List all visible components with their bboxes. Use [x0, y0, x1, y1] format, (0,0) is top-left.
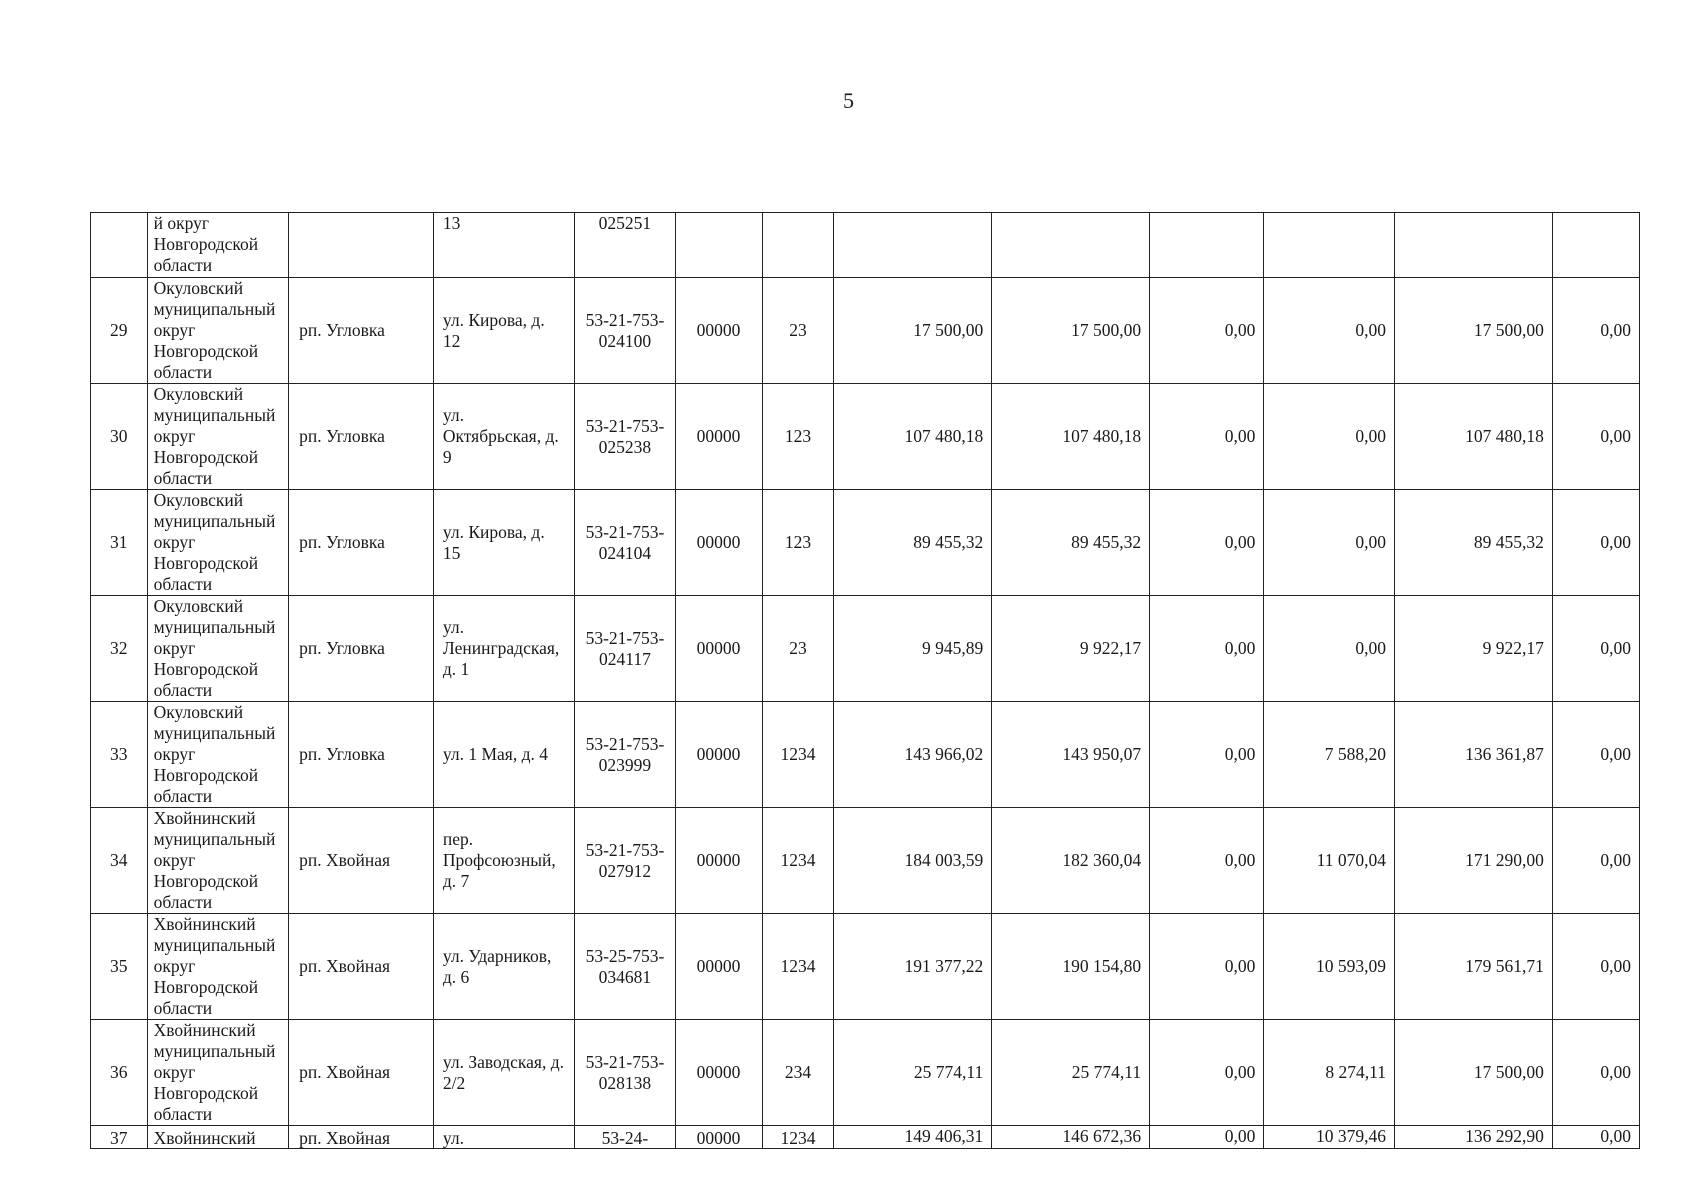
- code-cell: 53-21-753-023999: [575, 702, 675, 808]
- settlement-cell: [289, 213, 434, 278]
- code-cell: 53-21-753-028138: [575, 1020, 675, 1126]
- address-cell: ул. Кирова, д. 12: [433, 278, 575, 384]
- amount-cell: 17 500,00: [992, 278, 1150, 384]
- amount-cell: 149 406,31: [834, 1126, 992, 1149]
- zeros-code-cell: 00000: [675, 808, 762, 914]
- settlement-cell: рп. Угловка: [289, 384, 434, 490]
- amount-cell: 146 672,36: [992, 1126, 1150, 1149]
- amount-cell: 0,00: [1150, 808, 1264, 914]
- amount-cell: 0,00: [1150, 384, 1264, 490]
- amount-cell: 0,00: [1264, 278, 1395, 384]
- amount-cell: 0,00: [1150, 1020, 1264, 1126]
- zeros-code-cell: 00000: [675, 490, 762, 596]
- amount-cell: 107 480,18: [1395, 384, 1553, 490]
- code-cell: 53-21-753-024100: [575, 278, 675, 384]
- amount-cell: 0,00: [1150, 596, 1264, 702]
- amount-cell: 190 154,80: [992, 914, 1150, 1020]
- amount-cell: 10 593,09: [1264, 914, 1395, 1020]
- amount-cell: 0,00: [1552, 702, 1639, 808]
- municipality-cell: й округ Новгородской области: [147, 213, 289, 278]
- municipality-cell: Окуловский муниципальный округ Новгородской области: [147, 278, 289, 384]
- work-types-cell: 234: [762, 1020, 834, 1126]
- amount-cell: 191 377,22: [834, 914, 992, 1020]
- amount-cell: 17 500,00: [1395, 278, 1553, 384]
- amount-cell: 0,00: [1264, 384, 1395, 490]
- table-body: [91, 213, 1640, 1149]
- municipality-cell: Хвойнинский муниципальный округ Новгородской области: [147, 1020, 289, 1126]
- amount-cell: 8 274,11: [1264, 1020, 1395, 1126]
- work-types-cell: 1234: [762, 1126, 834, 1149]
- work-types-cell: 1234: [762, 808, 834, 914]
- amount-cell: 0,00: [1150, 914, 1264, 1020]
- amount-cell: 17 500,00: [834, 278, 992, 384]
- amount-cell: [1264, 213, 1395, 278]
- amount-cell: 143 950,07: [992, 702, 1150, 808]
- amount-cell: 179 561,71: [1395, 914, 1553, 1020]
- page-number: 5: [843, 88, 854, 113]
- amount-cell: 0,00: [1552, 490, 1639, 596]
- amount-cell: 9 922,17: [992, 596, 1150, 702]
- table-row: [91, 278, 1640, 384]
- address-cell: ул. Заводская, д. 2/2: [433, 1020, 575, 1126]
- row-number: [91, 213, 148, 278]
- amount-cell: 89 455,32: [1395, 490, 1553, 596]
- amount-cell: 136 361,87: [1395, 702, 1553, 808]
- settlement-cell: рп. Угловка: [289, 596, 434, 702]
- municipality-cell: Хвойнинский: [147, 1126, 289, 1149]
- zeros-code-cell: 00000: [675, 384, 762, 490]
- amount-cell: [1150, 213, 1264, 278]
- work-types-cell: 23: [762, 596, 834, 702]
- amount-cell: 182 360,04: [992, 808, 1150, 914]
- work-types-cell: [762, 213, 834, 278]
- amount-cell: 0,00: [1552, 808, 1639, 914]
- amount-cell: 10 379,46: [1264, 1126, 1395, 1149]
- table-row: [91, 384, 1640, 490]
- address-cell: ул. 1 Мая, д. 4: [433, 702, 575, 808]
- housing-registry-table: [90, 212, 1640, 1149]
- settlement-cell: рп. Хвойная: [289, 914, 434, 1020]
- settlement-cell: рп. Хвойная: [289, 1126, 434, 1149]
- address-cell: ул. Кирова, д. 15: [433, 490, 575, 596]
- row-number: 32: [91, 596, 148, 702]
- amount-cell: 0,00: [1150, 490, 1264, 596]
- table-row: [91, 490, 1640, 596]
- municipality-cell: Хвойнинский муниципальный округ Новгородской области: [147, 914, 289, 1020]
- amount-cell: 11 070,04: [1264, 808, 1395, 914]
- row-number: 29: [91, 278, 148, 384]
- address-cell: ул. Ударников, д. 6: [433, 914, 575, 1020]
- settlement-cell: рп. Хвойная: [289, 1020, 434, 1126]
- row-number: 35: [91, 914, 148, 1020]
- row-number: 34: [91, 808, 148, 914]
- work-types-cell: 1234: [762, 914, 834, 1020]
- settlement-cell: рп. Угловка: [289, 702, 434, 808]
- amount-cell: 0,00: [1552, 278, 1639, 384]
- code-cell: 025251: [575, 213, 675, 278]
- code-cell: 53-21-753-025238: [575, 384, 675, 490]
- row-number: 33: [91, 702, 148, 808]
- amount-cell: 0,00: [1264, 490, 1395, 596]
- row-number: 30: [91, 384, 148, 490]
- code-cell: 53-21-753-027912: [575, 808, 675, 914]
- amount-cell: 7 588,20: [1264, 702, 1395, 808]
- code-cell: 53-21-753-024117: [575, 596, 675, 702]
- work-types-cell: 23: [762, 278, 834, 384]
- amount-cell: 0,00: [1552, 596, 1639, 702]
- amount-cell: 0,00: [1150, 278, 1264, 384]
- zeros-code-cell: 00000: [675, 1126, 762, 1149]
- work-types-cell: 123: [762, 384, 834, 490]
- amount-cell: 0,00: [1264, 596, 1395, 702]
- address-cell: ул. Ленинградская, д. 1: [433, 596, 575, 702]
- municipality-cell: Окуловский муниципальный округ Новгородской области: [147, 702, 289, 808]
- amount-cell: 184 003,59: [834, 808, 992, 914]
- row-number: 36: [91, 1020, 148, 1126]
- amount-cell: 9 945,89: [834, 596, 992, 702]
- municipality-cell: Хвойнинский муниципальный округ Новгородской области: [147, 808, 289, 914]
- address-cell: пер. Профсоюзный, д. 7: [433, 808, 575, 914]
- address-cell: 13: [433, 213, 575, 278]
- amount-cell: 25 774,11: [834, 1020, 992, 1126]
- municipality-cell: Окуловский муниципальный округ Новгородской области: [147, 384, 289, 490]
- address-cell: ул. Октябрьская, д. 9: [433, 384, 575, 490]
- work-types-cell: 123: [762, 490, 834, 596]
- code-cell: 53-25-753-034681: [575, 914, 675, 1020]
- table-row: [91, 596, 1640, 702]
- amount-cell: [1552, 213, 1639, 278]
- amount-cell: 0,00: [1150, 1126, 1264, 1149]
- amount-cell: 143 966,02: [834, 702, 992, 808]
- code-cell: 53-24-: [575, 1126, 675, 1149]
- amount-cell: 25 774,11: [992, 1020, 1150, 1126]
- amount-cell: 0,00: [1150, 702, 1264, 808]
- settlement-cell: рп. Угловка: [289, 278, 434, 384]
- municipality-cell: Окуловский муниципальный округ Новгородской области: [147, 490, 289, 596]
- amount-cell: 0,00: [1552, 1126, 1639, 1149]
- amount-cell: 107 480,18: [834, 384, 992, 490]
- amount-cell: 171 290,00: [1395, 808, 1553, 914]
- table-row: [91, 914, 1640, 1020]
- amount-cell: 107 480,18: [992, 384, 1150, 490]
- table-row: [91, 1126, 1640, 1149]
- zeros-code-cell: 00000: [675, 278, 762, 384]
- amount-cell: 89 455,32: [834, 490, 992, 596]
- address-cell: ул.: [433, 1126, 575, 1149]
- table-row: [91, 1020, 1640, 1126]
- table-row: [91, 702, 1640, 808]
- amount-cell: 0,00: [1552, 384, 1639, 490]
- amount-cell: 17 500,00: [1395, 1020, 1553, 1126]
- row-number: 31: [91, 490, 148, 596]
- amount-cell: [834, 213, 992, 278]
- table-row: [91, 213, 1640, 278]
- zeros-code-cell: 00000: [675, 596, 762, 702]
- amount-cell: [992, 213, 1150, 278]
- amount-cell: 136 292,90: [1395, 1126, 1553, 1149]
- settlement-cell: рп. Хвойная: [289, 808, 434, 914]
- amount-cell: [1395, 213, 1553, 278]
- municipality-cell: Окуловский муниципальный округ Новгородской области: [147, 596, 289, 702]
- settlement-cell: рп. Угловка: [289, 490, 434, 596]
- amount-cell: 0,00: [1552, 1020, 1639, 1126]
- code-cell: 53-21-753-024104: [575, 490, 675, 596]
- zeros-code-cell: 00000: [675, 702, 762, 808]
- table-row: [91, 808, 1640, 914]
- work-types-cell: 1234: [762, 702, 834, 808]
- amount-cell: 9 922,17: [1395, 596, 1553, 702]
- zeros-code-cell: 00000: [675, 1020, 762, 1126]
- zeros-code-cell: [675, 213, 762, 278]
- amount-cell: 89 455,32: [992, 490, 1150, 596]
- row-number: 37: [91, 1126, 148, 1149]
- amount-cell: 0,00: [1552, 914, 1639, 1020]
- zeros-code-cell: 00000: [675, 914, 762, 1020]
